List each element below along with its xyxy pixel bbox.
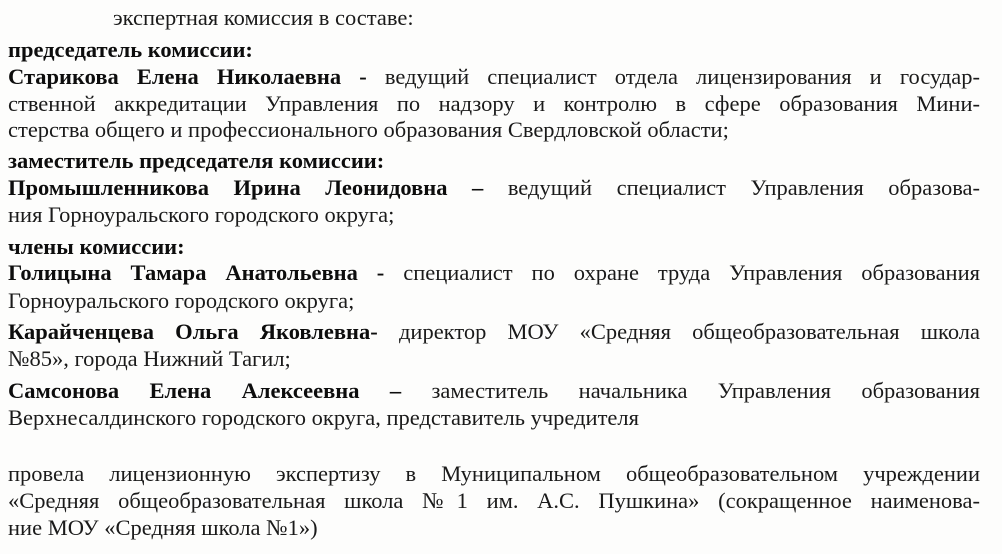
chair-name: Старикова Елена Николаевна xyxy=(8,64,342,89)
member-entry-line-1: Карайченцева Ольга Яковлевна- директор МОУ «Средняя общеобразовательная школа xyxy=(8,319,981,344)
deputy-role: ведущий специалист Управления образова- xyxy=(507,175,981,200)
chair-heading: председатель комиссии: xyxy=(8,37,253,62)
deputy-entry-line-2: ния Горноуральского городского округа; xyxy=(8,202,395,227)
member-role: директор МОУ «Средняя общеобразовательная школа xyxy=(398,319,981,344)
member-entry-line-2: №85», города Нижний Тагил; xyxy=(8,346,291,371)
members-heading: члены комиссии: xyxy=(8,234,185,259)
chair-entry-line-2: ственной аккредитации Управления по надзору и контролю в сфере образования Мини- xyxy=(8,91,980,116)
member-entry-line-2: Горноуральского городского округа; xyxy=(8,288,355,313)
chair-role: ведущий специалист отдела лицензирования и государ- xyxy=(384,64,981,89)
member-entry-line-1: Голицына Тамара Анатольевна - специалист по охране труда Управления образования xyxy=(8,260,980,285)
member-role: специалист по охране труда Управления образования xyxy=(403,260,980,285)
deputy-heading: заместитель председателя комиссии: xyxy=(8,148,385,173)
member-name: Голицына Тамара Анатольевна xyxy=(8,260,358,285)
conclusion-line-2: «Средняя общеобразовательная школа №1 им. А.С. Пушкина» (сокращенное наименова- xyxy=(8,488,980,513)
deputy-name: Промышленникова Ирина Леонидовна xyxy=(8,175,448,200)
member-entry-line-2: Верхнесалдинского городского округа, представитель учредителя xyxy=(8,405,639,430)
chair-entry-line-3: стерства общего и профессионального образования Свердловской области; xyxy=(8,117,729,142)
conclusion-line-3: ние МОУ «Средняя школа №1») xyxy=(8,515,318,540)
chair-entry-line-1: Старикова Елена Николаевна - ведущий специалист отдела лицензирования и государ- xyxy=(8,64,981,89)
member-name: Самсонова Елена Алексеевна xyxy=(8,378,360,403)
deputy-entry-line-1: Промышленникова Ирина Леонидовна – ведущий специалист Управления образова- xyxy=(8,175,981,200)
intro-line: экспертная комиссия в составе: xyxy=(113,5,414,30)
conclusion-line-1: провела лицензионную экспертизу в Муниципальном общеобразовательном учреждении xyxy=(8,461,980,486)
member-role: заместитель начальника Управления образования xyxy=(431,378,981,403)
member-name: Карайченцева Ольга Яковлевна xyxy=(8,319,371,344)
member-entry-line-1: Самсонова Елена Алексеевна – заместитель начальника Управления образования xyxy=(8,378,981,403)
